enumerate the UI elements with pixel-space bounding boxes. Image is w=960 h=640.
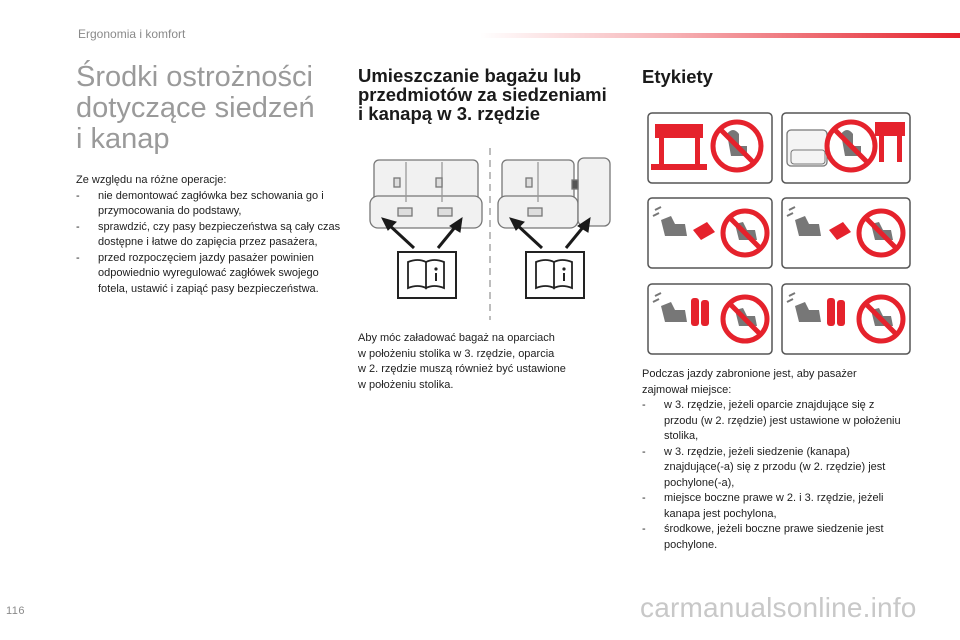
col1-body [76, 173, 341, 297]
col2-title-line: Umieszczanie bagażu lub [358, 65, 582, 86]
label-card [648, 113, 772, 183]
col2-text-line: w 2. rzędzie muszą również być ustawione [358, 363, 566, 375]
list-item: - miejsce boczne prawe w 2. i 3. rzędzie, jeżeli kanapa jest pochylona, [642, 491, 907, 522]
col1-intro: Ze względu na różne operacje: [76, 174, 227, 186]
col2-text-line: w położeniu stolika w 3. rzędzie, oparcia [358, 347, 555, 360]
section-label: Ergonomia i komfort [78, 27, 186, 41]
list-item: - w 3. rzędzie, jeżeli siedzenie (kanapa) znajdujące(-a) się z przodu (w 2. rzędzie) jest pochylone(-a), [642, 445, 907, 492]
seat-row-left [370, 160, 482, 228]
col3-title: Etykiety [642, 66, 713, 87]
label-card [782, 198, 910, 268]
page-number: 116 [6, 605, 26, 617]
col1-title-line: dotyczące siedzeń [76, 92, 315, 124]
label-card [648, 284, 772, 354]
list-item: - sprawdzić, czy pasy bezpieczeństwa są cały czas dostępne i łatwe do zapięcia przez pasażera, [76, 220, 341, 251]
seat-illustration [366, 148, 614, 328]
manual-book-icon [398, 252, 456, 298]
list-item: - nie demontować zagłówka bez schowania go i przymocowania do podstawy, [76, 189, 341, 220]
col3-body [642, 367, 907, 553]
labels-grid [647, 112, 912, 357]
label-card [782, 113, 910, 183]
col1-title-line: i kanap [76, 123, 170, 155]
col1-list [76, 189, 341, 298]
col1-title [76, 62, 336, 155]
col2-title [358, 66, 628, 123]
col2-title-line: przedmiotów za siedzeniami [358, 84, 607, 105]
list-item: - środkowe, jeżeli boczne prawe siedzenie jest pochylone. [642, 522, 907, 553]
watermark: carmanualsonline.info [640, 592, 917, 623]
label-card [648, 198, 772, 268]
label-card [782, 284, 910, 354]
manual-book-icon [526, 252, 584, 298]
col1-title-line: Środki ostrożności [76, 61, 313, 93]
header-accent-line [480, 33, 960, 38]
seat-row-right [498, 158, 610, 228]
col3-intro-line: zajmował miejsce: [642, 383, 732, 396]
col3-intro-line: Podczas jazdy zabronione jest, aby pasażer [642, 368, 857, 380]
col3-list [642, 398, 907, 553]
col2-body [358, 331, 613, 393]
col2-title-line: i kanapą w 3. rzędzie [358, 103, 540, 124]
col2-text-line: Aby móc załadować bagaż na oparciach [358, 332, 555, 344]
list-item: - przed rozpoczęciem jazdy pasażer powinien odpowiednio wyregulować zagłówek swojego fotela, ustawić i zapiąć pasy bezpieczeństwa. [76, 251, 341, 298]
list-item: - w 3. rzędzie, jeżeli oparcie znajdujące się z przodu (w 2. rzędzie) jest ustawione w położeniu stolika, [642, 398, 907, 445]
col2-text-line: w położeniu stolika. [358, 378, 454, 391]
